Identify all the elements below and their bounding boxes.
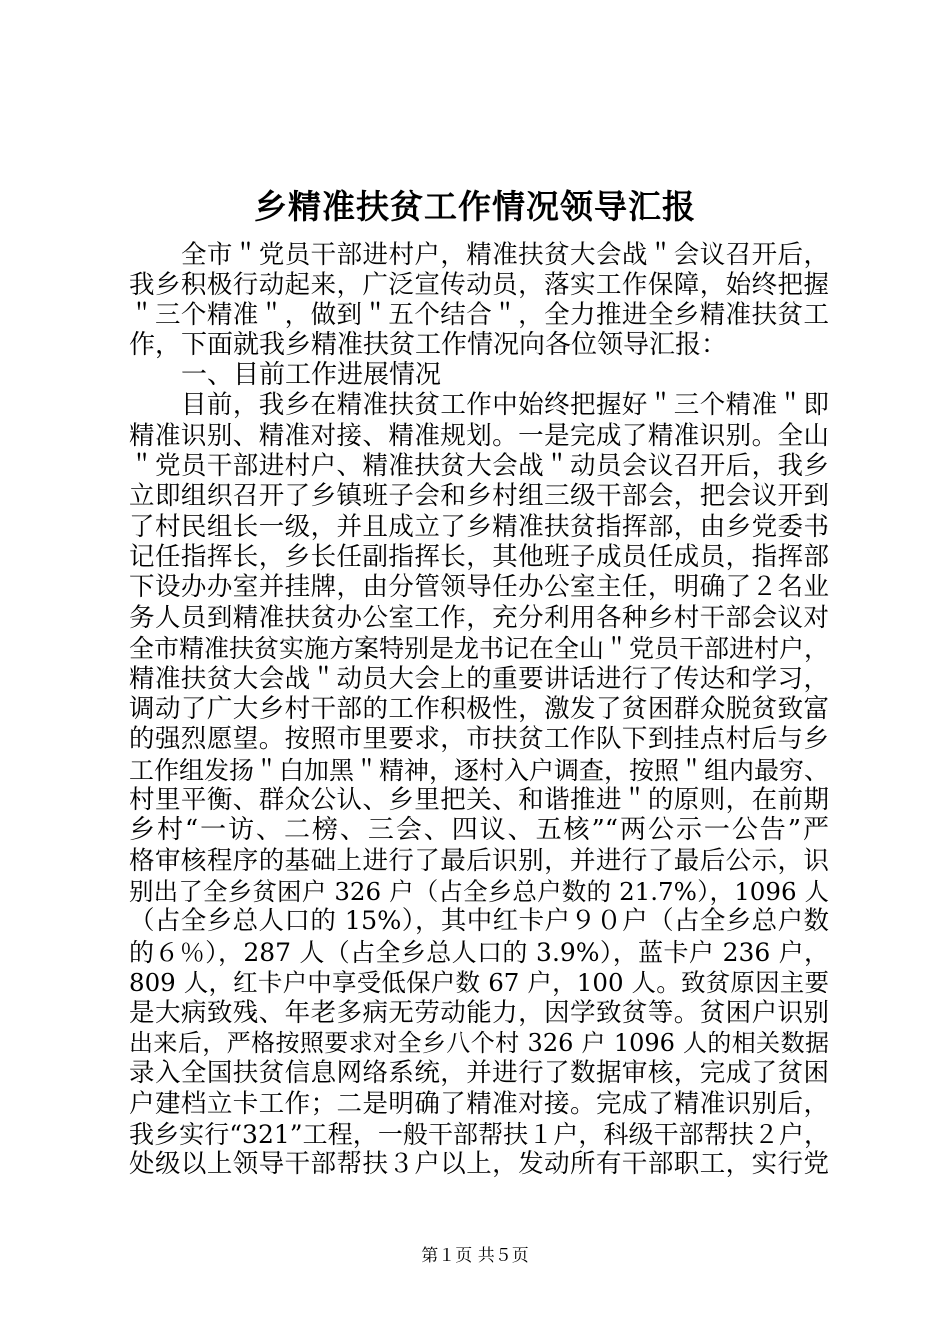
- paragraph-line: 了村民组长一级，并且成立了乡精准扶贫指挥部，由乡党委书: [129, 512, 829, 542]
- paragraph-line: 户建档立卡工作；二是明确了精准对接。完成了精准识别后，: [129, 1089, 829, 1119]
- paragraph-line: 调动了广大乡村干部的工作积极性，激发了贫困群众脱贫致富: [129, 694, 829, 724]
- paragraph-line: 出来后，严格按照要求对全乡八个村 326 户 1096 人的相关数据: [129, 1029, 829, 1057]
- paragraph-line: 目前，我乡在精准扶贫工作中始终把握好＂三个精准＂即: [181, 390, 829, 420]
- paragraph-line: 务人员到精准扶贫办公室工作，充分利用各种乡村干部会议对: [129, 603, 829, 633]
- paragraph-line: 工作组发扬＂白加黑＂精神，逐村入户调查，按照＂组内最穷、: [129, 756, 830, 785]
- paragraph-line: 记任指挥长，乡长任副指挥长，其他班子成员任成员，指挥部: [129, 542, 829, 572]
- paragraph-line: 精准识别、精准对接、精准规划。一是完成了精准识别。全山: [129, 421, 829, 451]
- paragraph-line: 乡村“一访、二榜、三会、四议、五核”“两公示一公告”严: [129, 815, 829, 845]
- paragraph-line: ＂党员干部进村户、精准扶贫大会战＂动员会议召开后，我乡: [129, 451, 829, 481]
- paragraph-line: 809 人，红卡户中享受低保户数 67 户，100 人。致贫原因主要: [129, 968, 829, 997]
- paragraph-line: 全市＂党员干部进村户，精准扶贫大会战＂会议召开后，: [181, 240, 829, 270]
- document-title: 乡精准扶贫工作情况领导汇报: [254, 187, 696, 226]
- paragraph-line: （占全乡总人口的 15%），其中红卡户９０户（占全乡总户数: [129, 906, 829, 936]
- paragraph-line: ＂三个精准＂，做到＂五个结合＂，全力推进全乡精准扶贫工: [129, 300, 829, 330]
- paragraph-line: 别出了全乡贫困户 326 户（占全乡总户数的 21.7%），1096 人: [129, 877, 829, 906]
- paragraph-line: 格审核程序的基础上进行了最后识别，并进行了最后公示，识: [129, 846, 829, 876]
- paragraph-line: 的强烈愿望。按照市里要求，市扶贫工作队下到挂点村后与乡: [129, 724, 829, 754]
- paragraph-line: 下设办办室并挂牌，由分管领导任办公室主任，明确了２名业: [129, 572, 829, 602]
- paragraph-line: 立即组织召开了乡镇班子会和乡村组三级干部会，把会议开到: [129, 481, 829, 511]
- paragraph-line: 处级以上领导干部帮扶３户以上，发动所有干部职工，实行党: [129, 1149, 829, 1179]
- paragraph-line: 我乡实行“321”工程，一般干部帮扶１户，科级干部帮扶２户，: [129, 1120, 829, 1149]
- paragraph-line: 是大病致残、年老多病无劳动能力，因学致贫等。贫困户识别: [129, 998, 829, 1028]
- paragraph-line: 村里平衡、群众公认、乡里把关、和谐推进＂的原则，在前期: [129, 785, 829, 815]
- paragraph-line: 录入全国扶贫信息网络系统，并进行了数据审核，完成了贫困: [129, 1058, 829, 1088]
- section-heading: 一、目前工作进展情况: [181, 360, 442, 390]
- paragraph-line: 作，下面就我乡精准扶贫工作情况向各位领导汇报：: [129, 330, 728, 360]
- page-number-footer: 第１页 共５页: [421, 1246, 529, 1266]
- paragraph-line: 精准扶贫大会战＂动员大会上的重要讲话进行了传达和学习，: [129, 664, 829, 694]
- paragraph-line: 的６％），287 人（占全乡总人口的 3.9%），蓝卡户 236 户，: [129, 938, 829, 967]
- paragraph-line: 全市精准扶贫实施方案特别是龙书记在全山＂党员干部进村户，: [129, 634, 830, 663]
- paragraph-line: 我乡积极行动起来，广泛宣传动员，落实工作保障，始终把握: [129, 270, 829, 300]
